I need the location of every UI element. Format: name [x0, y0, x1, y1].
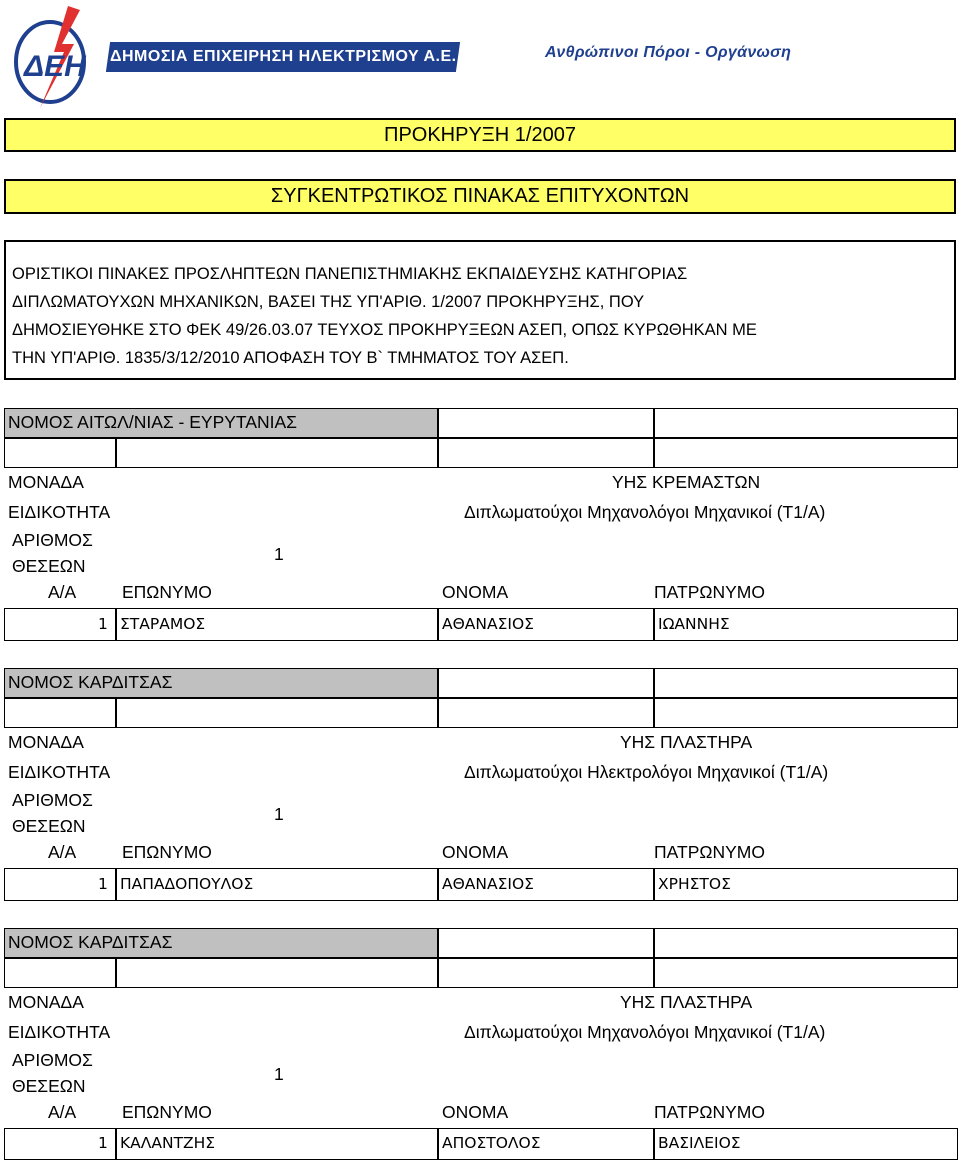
positions-label: ΘΕΣΕΩΝ [12, 556, 86, 576]
row-aa: 1 [98, 875, 108, 893]
col-father: ΠΑΤΡΩΝΥΜΟ [654, 842, 765, 862]
description-box [4, 240, 956, 380]
positions-value: 1 [274, 1064, 284, 1084]
region-section [4, 668, 958, 903]
col-aa: Α/Α [48, 582, 77, 602]
subtitle-bar [4, 179, 956, 214]
row-aa: 1 [98, 1134, 108, 1152]
unit-value: ΥΗΣ ΚΡΕΜΑΣΤΩΝ [612, 472, 761, 492]
row-surname: ΠΑΠΑΔΟΠΟΥΛΟΣ [120, 875, 254, 893]
positions-label: ΘΕΣΕΩΝ [12, 1076, 86, 1096]
col-aa: Α/Α [48, 842, 77, 862]
row-name: ΑΠΟΣΤΟΛΟΣ [442, 1134, 541, 1152]
description-line: ΤΗΝ ΥΠ'ΑΡΙΘ. 1835/3/12/2010 ΑΠΟΦΑΣΗ ΤΟΥ Β` ΤΜΗΜΑΤΟΣ ΤΟΥ ΑΣΕΠ. [12, 349, 569, 367]
unit-label: ΜΟΝΑΔΑ [8, 472, 84, 492]
col-father: ΠΑΤΡΩΝΥΜΟ [654, 582, 765, 602]
page-subtitle: ΣΥΓΚΕΝΤΡΩΤΙΚΟΣ ΠΙΝΑΚΑΣ ΕΠΙΤΥΧΟΝΤΩΝ [270, 185, 690, 207]
row-aa: 1 [98, 615, 108, 633]
col-surname: ΕΠΩΝΥΜΟ [122, 582, 212, 602]
unit-label: ΜΟΝΑΔΑ [8, 732, 84, 752]
region-name: ΝΟΜΟΣ ΚΑΡΔΙΤΣΑΣ [8, 932, 173, 952]
region-name: ΝΟΜΟΣ ΑΙΤΩΛ/ΝΙΑΣ - ΕΥΡΥΤΑΝΙΑΣ [8, 412, 297, 432]
positions-label: ΑΡΙΘΜΟΣ [12, 530, 93, 550]
specialty-value: Διπλωματούχοι Ηλεκτρολόγοι Μηχανικοί (Τ1/Α) [464, 762, 829, 782]
title-bar [4, 118, 956, 152]
positions-label: ΑΡΙΘΜΟΣ [12, 790, 93, 810]
col-surname: ΕΠΩΝΥΜΟ [122, 842, 212, 862]
row-name: ΑΘΑΝΑΣΙΟΣ [442, 875, 534, 893]
unit-value: ΥΗΣ ΠΛΑΣΤΗΡΑ [620, 992, 753, 1012]
dei-logo-icon [10, 4, 96, 110]
specialty-value: Διπλωματούχοι Μηχανολόγοι Μηχανικοί (Τ1/Α) [464, 1022, 826, 1042]
specialty-label: ΕΙΔΙΚΟΤΗΤΑ [8, 762, 111, 782]
col-surname: ΕΠΩΝΥΜΟ [122, 1102, 212, 1122]
company-banner [106, 42, 460, 72]
description-line: ΟΡΙΣΤΙΚΟΙ ΠΙΝΑΚΕΣ ΠΡΟΣΛΗΠΤΕΩΝ ΠΑΝΕΠΙΣΤΗΜΙΑΚΗΣ ΕΚΠΑΙΔΕΥΣΗΣ ΚΑΤΗΓΟΡΙΑΣ [12, 265, 688, 283]
row-father: ΒΑΣΙΛΕΙΟΣ [658, 1134, 741, 1152]
row-surname: ΚΑΛΑΝΤΖΗΣ [120, 1134, 216, 1152]
specialty-label: ΕΙΔΙΚΟΤΗΤΑ [8, 1022, 111, 1042]
specialty-label: ΕΙΔΙΚΟΤΗΤΑ [8, 502, 111, 522]
department-subtitle: Ανθρώπινοι Πόροι - Οργάνωση [545, 44, 792, 61]
specialty-value: Διπλωματούχοι Μηχανολόγοι Μηχανικοί (Τ1/Α) [464, 502, 826, 522]
col-name: ΟΝΟΜΑ [442, 582, 509, 602]
company-name: ΔΗΜΟΣΙΑ ΕΠΙΧΕΙΡΗΣΗ ΗΛΕΚΤΡΙΣΜΟΥ Α.Ε. [109, 48, 457, 65]
col-aa: Α/Α [48, 1102, 77, 1122]
col-father: ΠΑΤΡΩΝΥΜΟ [654, 1102, 765, 1122]
unit-value: ΥΗΣ ΠΛΑΣΤΗΡΑ [620, 732, 753, 752]
row-surname: ΣΤΑΡΑΜΟΣ [120, 615, 206, 633]
description-line: ΔΗΜΟΣΙΕΥΘΗΚΕ ΣΤΟ ΦΕΚ 49/26.03.07 ΤΕΥΧΟΣ ΠΡΟΚΗΡΥΞΕΩΝ ΑΣΕΠ, ΟΠΩΣ ΚΥΡΩΘΗΚΑΝ ΜΕ [12, 321, 757, 339]
page-header [0, 0, 960, 112]
positions-label: ΘΕΣΕΩΝ [12, 816, 86, 836]
region-section [4, 408, 958, 643]
positions-value: 1 [274, 804, 284, 824]
positions-label: ΑΡΙΘΜΟΣ [12, 1050, 93, 1070]
row-father: ΙΩΑΝΝΗΣ [658, 615, 730, 633]
unit-label: ΜΟΝΑΔΑ [8, 992, 84, 1012]
region-section [4, 928, 958, 1162]
row-name: ΑΘΑΝΑΣΙΟΣ [442, 615, 534, 633]
region-name: ΝΟΜΟΣ ΚΑΡΔΙΤΣΑΣ [8, 672, 173, 692]
logo-text: ΔΕΗ [24, 50, 86, 83]
page-title: ΠΡΟΚΗΡΥΞΗ 1/2007 [384, 123, 576, 146]
description-line: ΔΙΠΛΩΜΑΤΟΥΧΩΝ ΜΗΧΑΝΙΚΩΝ, ΒΑΣΕΙ ΤΗΣ ΥΠ'ΑΡΙΘ. 1/2007 ΠΡΟΚΗΡΥΞΗΣ, ΠΟΥ [12, 293, 645, 311]
positions-value: 1 [274, 544, 284, 564]
col-name: ΟΝΟΜΑ [442, 842, 509, 862]
row-father: ΧΡΗΣΤΟΣ [658, 875, 731, 893]
col-name: ΟΝΟΜΑ [442, 1102, 509, 1122]
